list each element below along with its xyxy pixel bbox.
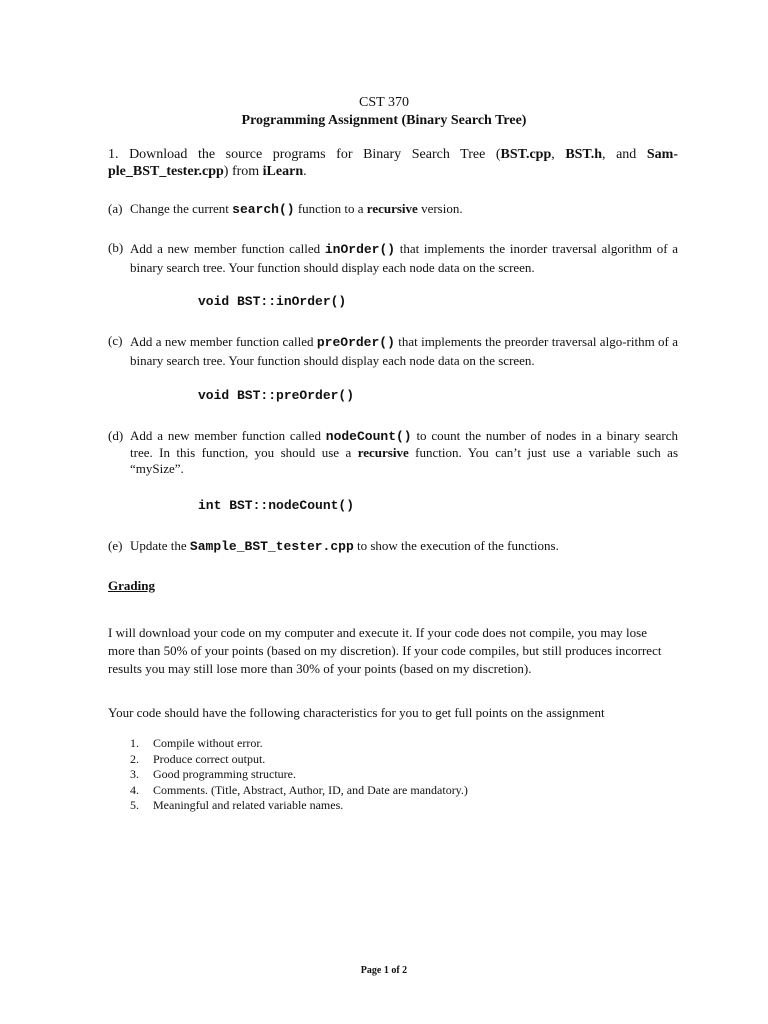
code-nodecount: nodeCount() [325, 429, 412, 444]
intro-paragraph: 1. Download the source programs for Binary Search Tree (BST.cpp, BST.h, and Sam-ple_BST_tester.cpp) from iLearn. [108, 147, 679, 179]
item-e: (e) Update the Sample_BST_tester.cpp to show the execution of the functions. [108, 538, 559, 554]
characteristics-list [130, 736, 468, 814]
item-a: (a) Change the current search() function to a recursive version. [108, 201, 463, 217]
grading-heading: Grading [108, 578, 155, 593]
characteristics-intro: Your code should have the following characteristics for you to get full points on the assignment [108, 705, 605, 720]
signature-inorder: void BST::inOrder() [198, 294, 347, 309]
item-marker: (b) [108, 240, 124, 255]
list-item: 3. Good programming structure. [130, 767, 296, 781]
list-item: 1. Compile without error. [130, 736, 263, 750]
item-d: (d) Add a new member function called nodeCount() to count the number of nodes in a binary search tree. In this function, you should use a recursive function. You can’t just use a variable such as “mySize”. [108, 428, 679, 476]
item-marker: (c) [108, 333, 123, 348]
list-item: 5. Meaningful and related variable names. [130, 798, 344, 812]
file-bst-h: BST.h [565, 147, 603, 162]
file-bst-cpp: BST.cpp [500, 147, 552, 162]
list-item: 2. Produce correct output. [130, 751, 266, 766]
item-c: (c) Add a new member function called preOrder() that implements the preorder traversal algo-rithm of a binary search tree. Your function should display each node data on the screen. [108, 333, 678, 368]
list-item: 4. Comments. (Title, Abstract, Author, ID, and Date are mandatory.) [130, 782, 468, 797]
item-marker: (e) [108, 538, 123, 553]
course-code: CST 370 [359, 95, 409, 110]
file-sample-tester: Sam-ple_BST_tester.cpp [108, 147, 679, 179]
item-marker: (d) [108, 428, 124, 443]
page-number: Page 1 of 2 [360, 965, 408, 976]
item-b: (b) Add a new member function called inOrder() that implements the inorder traversal algorithm of a binary search tree. Your function should display each node data on the screen. [108, 240, 678, 275]
assignment-title: Programming Assignment (Binary Search Tree) [241, 113, 527, 128]
signature-nodecount: int BST::nodeCount() [198, 498, 355, 513]
signature-preorder: void BST::preOrder() [198, 388, 355, 403]
grading-paragraph: I will download your code on my computer and execute it. If your code does not compile, you may lose more than 50% of your points (based on my discretion). If your code compiles, but still produces incorrect results you may still lose more than 30% of your points (based on my discretion). [108, 625, 662, 676]
code-search: search() [232, 202, 295, 217]
ilearn-name: iLearn [262, 164, 304, 179]
code-inorder: inOrder() [324, 242, 396, 257]
code-sample-tester: Sample_BST_tester.cpp [189, 539, 354, 554]
item-marker: (a) [108, 201, 123, 216]
code-preorder: preOrder() [316, 335, 395, 350]
